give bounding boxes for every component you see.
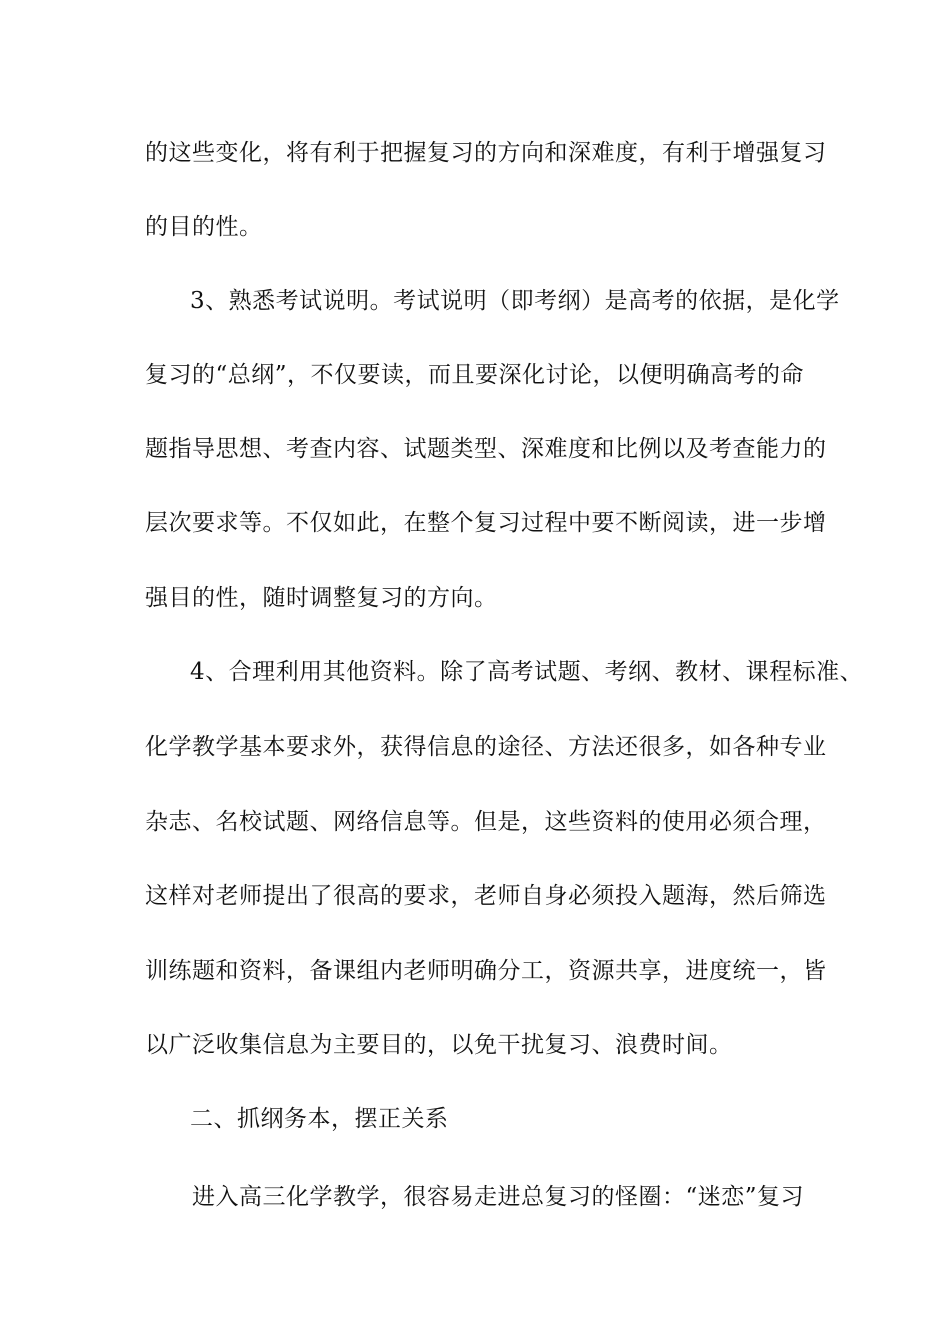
paragraph-line: 化学教学基本要求外，获得信息的途径、方法还很多，如各种专业 xyxy=(145,734,827,760)
paragraph-line: 训练题和资料，备课组内老师明确分工，资源共享，进度统一，皆 xyxy=(145,958,827,984)
paragraph-line: 进入高三化学教学，很容易走进总复习的怪圈：“迷恋”复习 xyxy=(192,1184,805,1210)
paragraph-line: 层次要求等。不仅如此，在整个复习过程中要不断阅读，进一步增 xyxy=(145,510,827,536)
paragraph-line: 的这些变化，将有利于把握复习的方向和深难度，有利于增强复习 xyxy=(145,140,827,166)
paragraph-line: 杂志、名校试题、网络信息等。但是，这些资料的使用必须合理， xyxy=(145,809,827,835)
paragraph-line: 4、合理利用其他资料。除了高考试题、考纲、教材、课程标准、 xyxy=(190,659,864,685)
paragraph-line: 题指导思想、考查内容、试题类型、深难度和比例以及考查能力的 xyxy=(145,436,827,462)
paragraph-line: 强目的性，随时调整复习的方向。 xyxy=(145,585,498,611)
section-heading: 二、抓纲务本，摆正关系 xyxy=(190,1106,449,1132)
paragraph-line: 3、熟悉考试说明。考试说明（即考纲）是高考的依据，是化学 xyxy=(190,288,840,314)
paragraph-line: 这样对老师提出了很高的要求，老师自身必须投入题海，然后筛选 xyxy=(145,883,827,909)
paragraph-line: 以广泛收集信息为主要目的，以免干扰复习、浪费时间。 xyxy=(145,1032,733,1058)
paragraph-line: 复习的“总纲”，不仅要读，而且要深化讨论，以便明确高考的命 xyxy=(145,362,805,388)
paragraph-line: 的目的性。 xyxy=(145,214,263,240)
